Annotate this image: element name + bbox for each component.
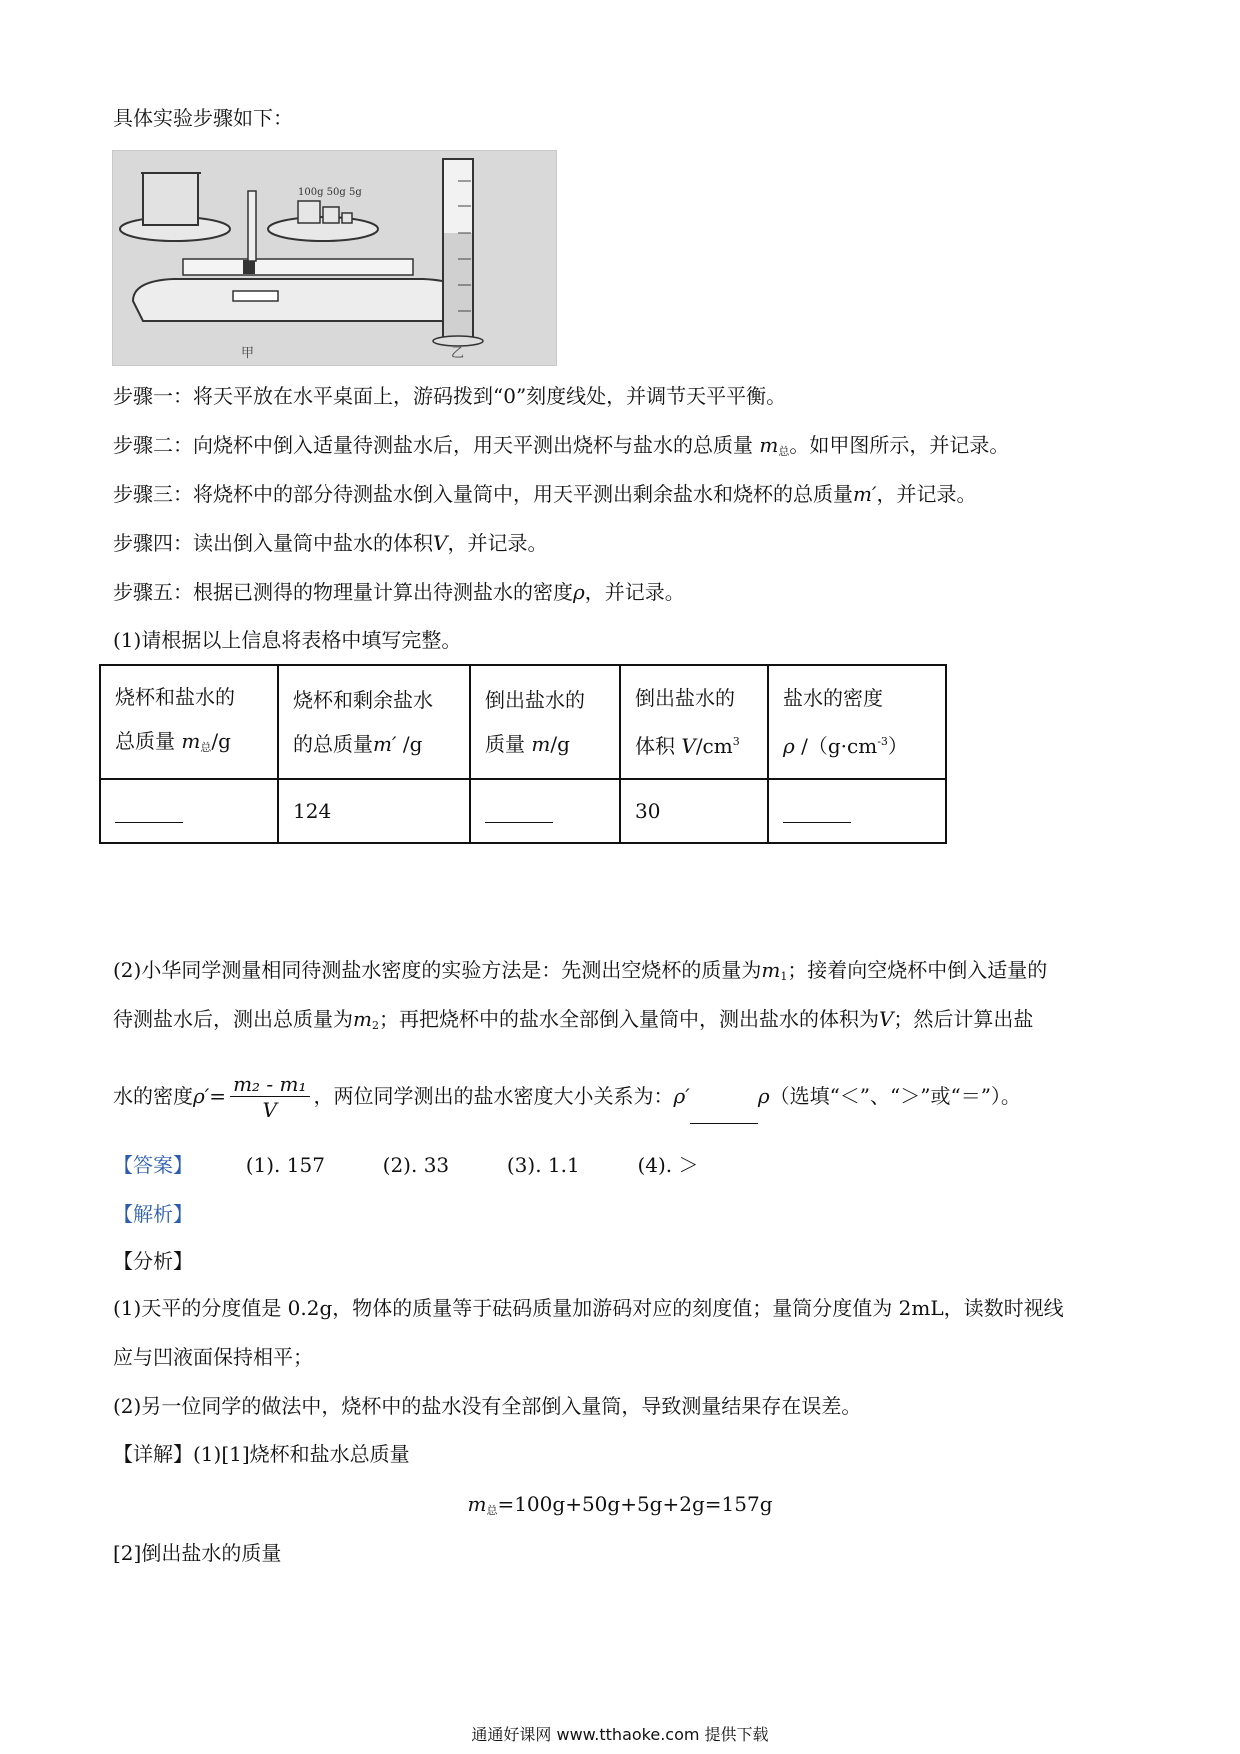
header-poured-volume [620,665,768,779]
var-rho: ρ [573,580,585,604]
header-remaining-mass [278,665,470,779]
q2-text-3c: （选填“＜”、“＞”或“＝”）。 [769,1084,1021,1108]
q2-text-2c: ；然后计算出盐 [893,1007,1034,1031]
header-2-line-1: 烧杯和剩余盐水 [293,688,433,712]
answer-2: (2). 33 [382,1153,450,1177]
answer-blank [485,804,553,823]
q2-text-3: 水的密度 [113,1084,193,1108]
sub-1: 1 [780,970,788,983]
formula-sub: 总 [486,1504,498,1517]
rho-prime-eq: ρ′= [193,1084,227,1108]
header-4-unit: /cm [695,734,733,758]
q2-text-1: (2)小华同学测量相同待测盐水密度的实验方法是：先测出空烧杯的质量为 [113,958,762,982]
step-5-text: 步骤五：根据已测得的物理量计算出待测盐水的密度 [113,580,573,604]
question-2-line-3 [113,1068,1021,1124]
answer-blank [690,1105,758,1124]
data-table [99,664,947,844]
var-m-prime: m′ [853,482,877,506]
step-5-text-end: ，并记录。 [584,580,685,604]
intro-text: 具体实验步骤如下： [113,106,293,130]
answer-4: (4). ＞ [637,1153,699,1177]
step-4-text: 步骤四：读出倒入量筒中盐水的体积 [113,531,433,555]
answer-blank [115,804,183,823]
var-m2: m [353,1007,372,1031]
q2-text-1b: ；接着向空烧杯中倒入适量的 [787,958,1048,982]
header-3-unit: /g [550,732,570,756]
header-1-sub: 总 [200,740,212,754]
formula: =100g+50g+5g+2g=157g [497,1492,773,1516]
step-3-text: 步骤三：将烧杯中的部分待测盐水倒入量筒中，用天平测出剩余盐水和烧杯的总质量 [113,482,853,506]
balance-and-cylinder-illustration [113,151,556,365]
question-1: (1)请根据以上信息将表格中填写完整。 [113,628,462,652]
fraction-denominator: V [262,1098,277,1122]
header-4-sup: 3 [732,735,740,748]
step-2-text: 步骤二：向烧杯中倒入适量待测盐水后，用天平测出烧杯与盐水的总质量 [113,433,753,457]
step-3 [113,479,977,509]
q2-text-2: 待测盐水后，测出总质量为 [113,1007,353,1031]
q2-text-3b: ，两位同学测出的盐水密度大小关系为： [313,1084,674,1108]
step-2-text-end: 。如甲图所示，并记录。 [789,433,1010,457]
header-1-var: m [181,728,201,753]
q2-text-2b: ；再把烧杯中的盐水全部倒入量筒中，测出盐水的体积为 [378,1007,879,1031]
header-5-var: ρ [783,734,795,758]
analysis-label: 【解析】 [113,1202,193,1226]
header-4-line-1: 倒出盐水的 [635,686,735,710]
answer-line [113,1150,699,1180]
var-m: m [759,433,779,457]
step-5 [113,577,685,607]
step-3-text-end: ，并记录。 [876,482,977,506]
rho-prime: ρ′ [673,1084,690,1108]
density-fraction [230,1072,309,1123]
sub-total: 总 [778,445,790,458]
header-2-var: m′ [373,732,397,756]
header-4-line-2: 体积 [635,734,675,758]
formula-line [0,1492,1240,1518]
header-2-line-2: 的总质量 [293,732,373,756]
header-total-mass [100,665,278,779]
experiment-figure [112,150,557,366]
figure-label-yi: 乙 [451,346,465,361]
header-poured-mass [470,665,620,779]
cell-total-mass [100,779,278,843]
var-m1: m [761,958,781,982]
sub-2: 2 [371,1019,379,1032]
header-2-unit: /g [396,732,423,756]
detail-2: [2]倒出盐水的质量 [113,1541,282,1565]
header-3-line-1: 倒出盐水的 [485,688,585,712]
header-5-unit: /（g·cm [794,734,878,758]
fenxi-1b: 应与凹液面保持相平； [113,1345,313,1369]
table-value-row [100,779,946,843]
figure-label-jia: 甲 [241,346,255,361]
fenxi-label: 【分析】 [113,1249,193,1273]
question-2-line-2 [113,1004,1033,1041]
header-1-line-2: 总质量 [115,728,175,753]
cell-poured-volume: 30 [620,779,768,843]
footer-text: 通通好课网 www.tthaoke.com 提供下载 [471,1725,769,1744]
header-1-unit: /g [211,728,231,753]
step-4-text-end: ，并记录。 [447,531,548,555]
header-5-end: ） [887,734,908,758]
header-density [768,665,946,779]
header-3-line-2: 质量 [485,732,525,756]
step-1: 步骤一：将天平放在水平桌面上，游码拨到“0”刻度线处，并调节天平平衡。 [113,384,787,408]
rho: ρ [757,1084,770,1108]
step-2 [113,430,1009,467]
header-5-line-1: 盐水的密度 [783,686,883,710]
step-4 [113,528,547,558]
header-3-var: m [531,732,551,756]
fenxi-2: (2)另一位同学的做法中，烧杯中的盐水没有全部倒入量筒，导致测量结果存在误差。 [113,1394,862,1418]
answer-3: (3). 1.1 [506,1153,580,1177]
cell-remaining-mass: 124 [278,779,470,843]
question-2-line-1 [113,955,1047,992]
cell-density [768,779,946,843]
answer-label: 【答案】 [113,1153,193,1177]
answer-blank [783,804,851,823]
cell-poured-mass [470,779,620,843]
answer-1: (1). 157 [245,1153,325,1177]
table-header-row [100,665,946,779]
header-1-line-1: 烧杯和盐水的 [115,684,235,709]
weights-label: 100g 50g 5g [298,187,362,198]
var-v: V [433,531,448,555]
header-5-sup: -3 [877,735,888,748]
fenxi-1a: (1)天平的分度值是 0.2g，物体的质量等于砝码质量加游码对应的刻度值；量筒分度值为 2mL，读数时视线 [113,1296,1064,1320]
var-v2: V [878,1007,894,1031]
fraction-numerator: m₂ - m₁ [230,1072,309,1097]
header-4-var: V [681,734,696,758]
detail-line: 【详解】(1)[1]烧杯和盐水总质量 [113,1442,410,1466]
formula-var: m [467,1492,487,1516]
